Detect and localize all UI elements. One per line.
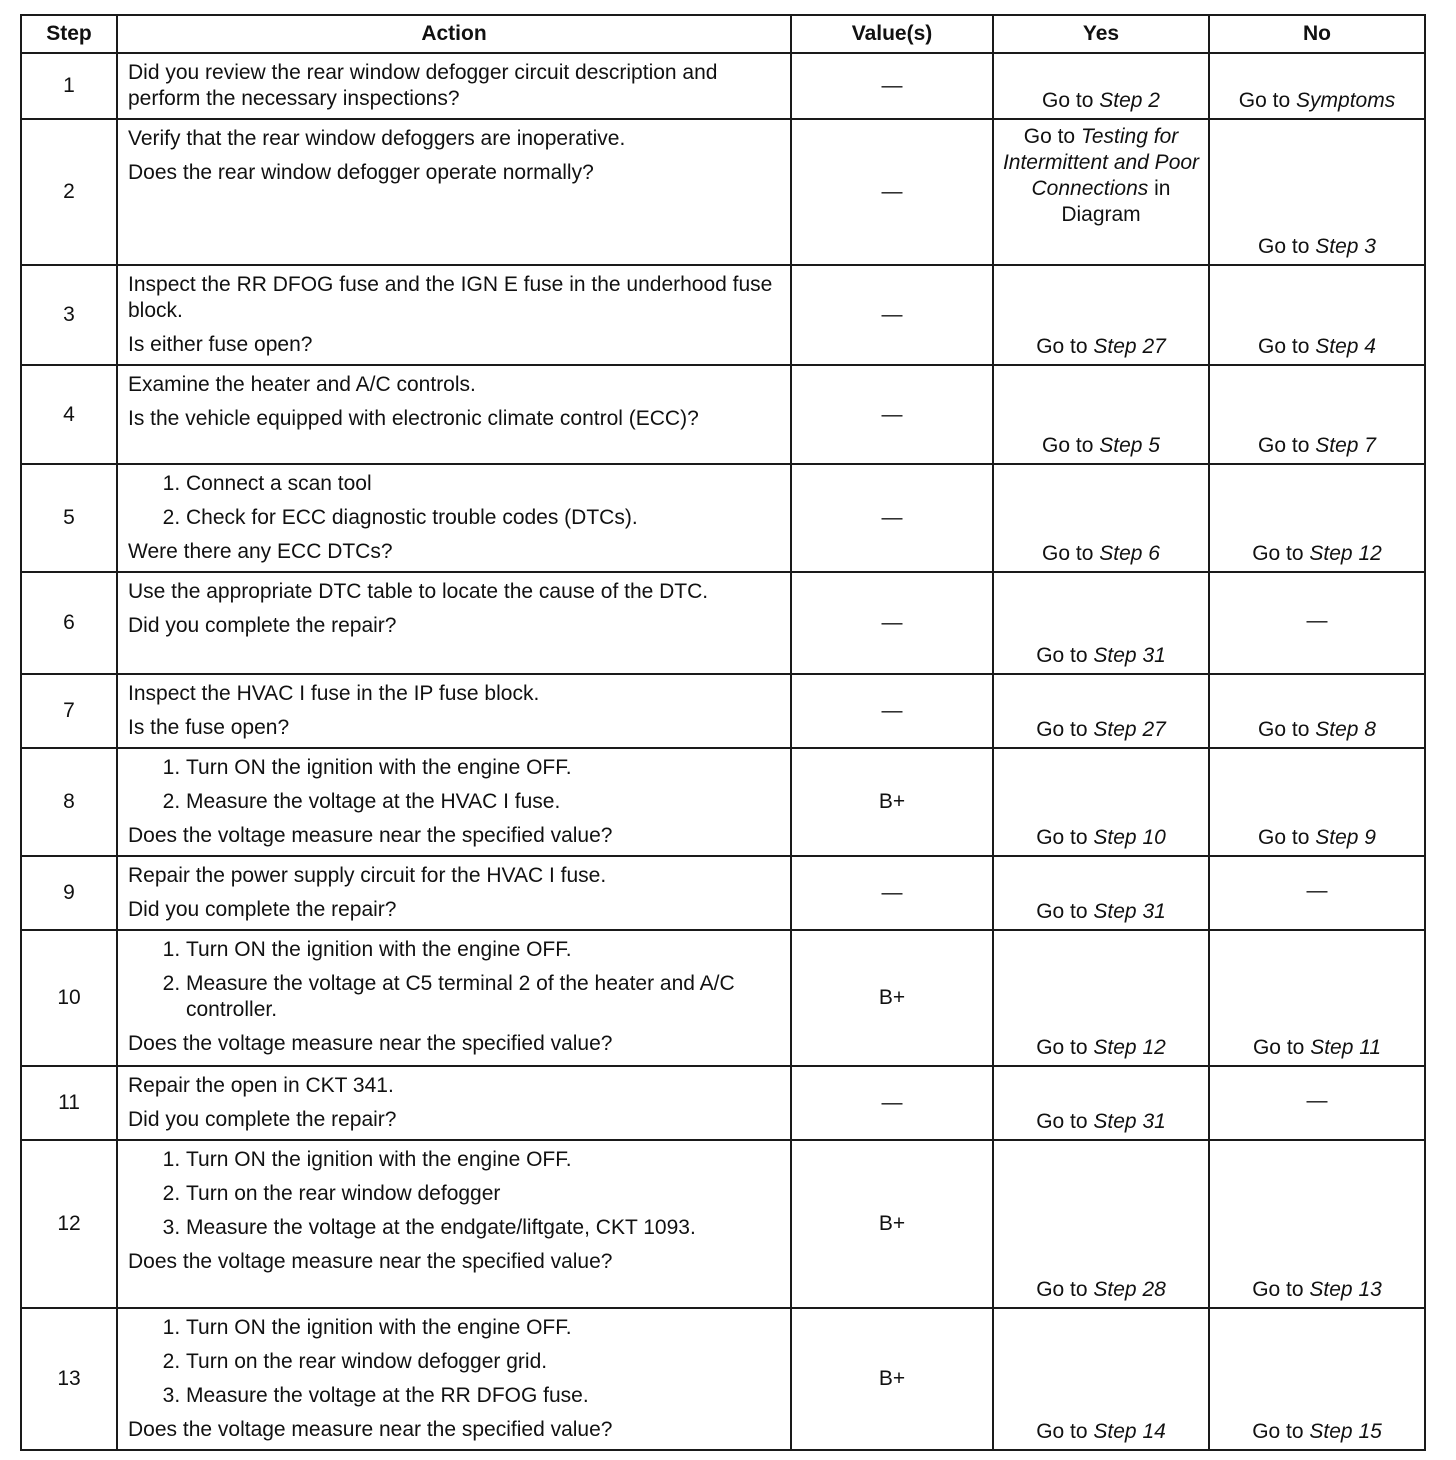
table-row: [21, 674, 1425, 748]
action-step-item: 2. Turn on the rear window defogger grid.: [186, 1349, 780, 1375]
action-steps-list: [128, 1315, 780, 1409]
goto-prefix: Go to: [1252, 1420, 1304, 1443]
action-text: Did you complete the repair?: [128, 898, 397, 921]
no-cell: [1209, 930, 1425, 1066]
goto-link-no[interactable]: [1258, 826, 1376, 849]
action-step-item: 1. Turn ON the ignition with the engine OFF.: [186, 1315, 780, 1341]
value-cell: —: [791, 53, 993, 119]
goto-prefix: Go to: [1023, 125, 1076, 148]
no-cell: [1209, 365, 1425, 464]
no-cell: [1209, 674, 1425, 748]
goto-prefix: Go to: [1036, 718, 1088, 741]
goto-target: Step 15: [1309, 1420, 1382, 1443]
table-header-row: [21, 15, 1425, 53]
goto-target: Step 9: [1315, 826, 1376, 849]
goto-prefix: Go to: [1036, 644, 1088, 667]
goto-link-no[interactable]: [1252, 1278, 1382, 1301]
yes-suffix-text: in Diagram: [1061, 177, 1171, 226]
action-step-item: 2. Check for ECC diagnostic trouble codes (DTCs).: [186, 505, 780, 531]
table-row: [21, 1308, 1425, 1450]
step-number: 3: [21, 265, 117, 365]
goto-prefix: Go to: [1258, 335, 1310, 358]
no-cell: [1209, 265, 1425, 365]
action-question: Does the voltage measure near the specified value?: [128, 1250, 613, 1273]
goto-target: Step 7: [1315, 434, 1376, 457]
yes-cell: [993, 265, 1209, 365]
step-number: 12: [21, 1140, 117, 1308]
goto-prefix: Go to: [1036, 826, 1088, 849]
table-row: [21, 930, 1425, 1066]
value-cell: —: [791, 674, 993, 748]
action-question: Were there any ECC DTCs?: [128, 540, 393, 563]
action-text: Use the appropriate DTC table to locate the cause of the DTC.: [128, 580, 709, 603]
action-cell: [117, 856, 791, 930]
goto-target: Step 31: [1093, 900, 1166, 923]
action-text: Is the fuse open?: [128, 716, 290, 739]
goto-prefix: Go to: [1238, 89, 1291, 112]
yes-cell: [993, 1066, 1209, 1140]
yes-cell: [993, 53, 1209, 119]
column-header-step: Step: [21, 15, 117, 53]
goto-target: Step 5: [1099, 434, 1160, 457]
table-row: [21, 365, 1425, 464]
step-number: 11: [21, 1066, 117, 1140]
step-number: 2: [21, 119, 117, 265]
value-cell: —: [791, 265, 993, 365]
table-row: [21, 265, 1425, 365]
goto-link-yes[interactable]: [1042, 434, 1160, 457]
action-text: Repair the power supply circuit for the HVAC I fuse.: [128, 864, 607, 887]
action-question: Does the voltage measure near the specified value?: [128, 1418, 613, 1441]
goto-link-yes[interactable]: [1036, 1036, 1166, 1059]
goto-link-no[interactable]: [1252, 1420, 1382, 1443]
goto-link-no[interactable]: [1258, 718, 1376, 741]
goto-prefix: Go to: [1252, 1036, 1305, 1059]
value-cell: —: [791, 119, 993, 265]
goto-prefix: Go to: [1036, 1420, 1088, 1443]
action-text: Inspect the RR DFOG fuse and the IGN E fuse in the underhood fuse block.: [128, 273, 773, 322]
action-step-item: 1. Turn ON the ignition with the engine OFF.: [186, 937, 780, 963]
action-cell: [117, 572, 791, 674]
value-cell: B+: [791, 1308, 993, 1450]
goto-prefix: Go to: [1036, 1278, 1088, 1301]
yes-cell: [993, 572, 1209, 674]
column-header-values: Value(s): [791, 15, 993, 53]
diagnostic-table: [20, 14, 1426, 1451]
goto-prefix: Go to: [1036, 335, 1088, 358]
yes-cell: [993, 119, 1209, 265]
table-row: [21, 856, 1425, 930]
yes-cell: [993, 464, 1209, 572]
action-step-item: 3. Measure the voltage at the RR DFOG fuse.: [186, 1383, 780, 1409]
table-body: [21, 53, 1425, 1450]
action-text: Repair the open in CKT 341.: [128, 1074, 394, 1097]
goto-prefix: Go to: [1258, 826, 1310, 849]
action-text: Examine the heater and A/C controls.: [128, 373, 476, 396]
action-cell: [117, 1308, 791, 1450]
action-text: Does the rear window defogger operate normally?: [128, 161, 594, 184]
no-cell: [1209, 748, 1425, 856]
table-row: [21, 119, 1425, 265]
value-cell: —: [791, 856, 993, 930]
action-step-item: 2. Measure the voltage at C5 terminal 2 of the heater and A/C controller.: [186, 971, 780, 1023]
action-step-item: 1. Connect a scan tool: [186, 471, 780, 497]
goto-target: Step 27: [1093, 335, 1166, 358]
value-cell: —: [791, 464, 993, 572]
action-step-item: 2. Measure the voltage at the HVAC I fuse.: [186, 789, 780, 815]
step-number: 9: [21, 856, 117, 930]
goto-prefix: Go to: [1252, 542, 1304, 565]
no-cell: [1209, 464, 1425, 572]
goto-target: Step 3: [1315, 235, 1376, 258]
table-row: [21, 572, 1425, 674]
goto-target: Step 31: [1093, 1110, 1166, 1133]
value-cell: B+: [791, 748, 993, 856]
action-step-item: 1. Turn ON the ignition with the engine OFF.: [186, 755, 780, 781]
goto-target: Step 12: [1309, 542, 1382, 565]
goto-link-yes[interactable]: [1036, 335, 1166, 358]
action-cell: [117, 1066, 791, 1140]
step-number: 8: [21, 748, 117, 856]
goto-target: Step 2: [1099, 89, 1160, 112]
goto-target: Step 10: [1093, 826, 1166, 849]
goto-target: Step 4: [1315, 335, 1376, 358]
table-row: [21, 464, 1425, 572]
goto-target: Step 31: [1093, 644, 1166, 667]
value-cell: B+: [791, 930, 993, 1066]
goto-target: Testing for Intermittent and Poor Connections: [1002, 125, 1200, 200]
diagnostic-table-sheet: [20, 14, 1424, 1451]
action-cell: [117, 1140, 791, 1308]
goto-link-yes[interactable]: [1036, 826, 1166, 849]
step-number: 6: [21, 572, 117, 674]
action-step-item: 2. Turn on the rear window defogger: [186, 1181, 780, 1207]
action-step-item: 1. Turn ON the ignition with the engine OFF.: [186, 1147, 780, 1173]
goto-target: Step 8: [1315, 718, 1376, 741]
goto-link-yes[interactable]: [1036, 1278, 1166, 1301]
goto-target: Step 13: [1309, 1278, 1382, 1301]
goto-prefix: Go to: [1258, 718, 1310, 741]
goto-prefix: Go to: [1258, 434, 1310, 457]
step-number: 4: [21, 365, 117, 464]
action-steps-list: [128, 755, 780, 815]
action-step-item: 3. Measure the voltage at the endgate/liftgate, CKT 1093.: [186, 1215, 780, 1241]
action-cell: [117, 365, 791, 464]
goto-prefix: Go to: [1036, 900, 1088, 923]
value-cell: —: [791, 1066, 993, 1140]
goto-link-no[interactable]: [1258, 235, 1376, 258]
goto-prefix: Go to: [1036, 1110, 1088, 1133]
action-text: Did you complete the repair?: [128, 1108, 397, 1131]
action-cell: [117, 674, 791, 748]
yes-cell: [993, 674, 1209, 748]
no-cell: [1209, 1308, 1425, 1450]
step-number: 7: [21, 674, 117, 748]
action-cell: [117, 265, 791, 365]
no-cell: [1209, 53, 1425, 119]
action-cell: [117, 464, 791, 572]
action-cell: [117, 119, 791, 265]
step-number: 5: [21, 464, 117, 572]
action-steps-list: [128, 1147, 780, 1241]
action-text: Inspect the HVAC I fuse in the IP fuse block.: [128, 682, 540, 705]
value-cell: B+: [791, 1140, 993, 1308]
value-cell: —: [791, 572, 993, 674]
goto-link-yes[interactable]: [1036, 900, 1166, 923]
action-cell: [117, 748, 791, 856]
yes-cell: [993, 365, 1209, 464]
action-steps-list: [128, 937, 780, 1023]
action-steps-list: [128, 471, 780, 531]
goto-link-yes[interactable]: [1036, 1420, 1166, 1443]
value-cell: —: [791, 365, 993, 464]
no-cell: —: [1209, 1066, 1425, 1140]
table-row: [21, 53, 1425, 119]
no-cell: —: [1209, 572, 1425, 674]
action-cell: [117, 930, 791, 1066]
step-number: 13: [21, 1308, 117, 1450]
goto-prefix: Go to: [1042, 434, 1094, 457]
goto-prefix: Go to: [1252, 1278, 1304, 1301]
column-header-action: Action: [117, 15, 791, 53]
goto-link-yes[interactable]: [1036, 718, 1166, 741]
goto-link-no[interactable]: [1252, 542, 1382, 565]
no-cell: —: [1209, 856, 1425, 930]
goto-link-no[interactable]: [1253, 1036, 1381, 1059]
step-number: 1: [21, 53, 117, 119]
goto-prefix: Go to: [1036, 1036, 1088, 1059]
goto-link-yes[interactable]: [1042, 89, 1160, 112]
column-header-yes: Yes: [993, 15, 1209, 53]
goto-link-no[interactable]: [1239, 89, 1395, 112]
action-question: Does the voltage measure near the specified value?: [128, 1032, 613, 1055]
goto-target: Symptoms: [1296, 89, 1396, 112]
goto-target: Step 28: [1093, 1278, 1166, 1301]
no-cell: [1209, 119, 1425, 265]
goto-link-yes[interactable]: [1042, 542, 1160, 565]
no-cell: [1209, 1140, 1425, 1308]
goto-target: Step 6: [1099, 542, 1160, 565]
goto-target: Step 12: [1093, 1036, 1166, 1059]
action-text: Did you review the rear window defogger circuit description and perform the necessary inspections?: [128, 61, 718, 110]
action-question: Does the voltage measure near the specified value?: [128, 824, 613, 847]
action-text: Verify that the rear window defoggers are inoperative.: [128, 127, 626, 150]
yes-cell: [993, 1308, 1209, 1450]
yes-cell: [993, 1140, 1209, 1308]
yes-cell: [993, 856, 1209, 930]
action-text: Did you complete the repair?: [128, 614, 397, 637]
table-row: [21, 748, 1425, 856]
goto-target: Step 11: [1310, 1036, 1382, 1059]
goto-target: Step 14: [1093, 1420, 1166, 1443]
step-number: 10: [21, 930, 117, 1066]
action-text: Is the vehicle equipped with electronic climate control (ECC)?: [128, 407, 699, 430]
table-row: [21, 1140, 1425, 1308]
goto-link-yes[interactable]: [1036, 644, 1166, 667]
goto-link-no[interactable]: [1258, 434, 1376, 457]
action-text: Is either fuse open?: [128, 333, 313, 356]
action-cell: [117, 53, 791, 119]
goto-prefix: Go to: [1258, 235, 1310, 258]
goto-target: Step 27: [1093, 718, 1166, 741]
yes-cell: [993, 748, 1209, 856]
yes-cell: [993, 930, 1209, 1066]
goto-prefix: Go to: [1042, 89, 1094, 112]
goto-prefix: Go to: [1042, 542, 1094, 565]
goto-link-no[interactable]: [1258, 335, 1376, 358]
goto-link-yes[interactable]: [1036, 1110, 1166, 1133]
column-header-no: No: [1209, 15, 1425, 53]
table-row: [21, 1066, 1425, 1140]
